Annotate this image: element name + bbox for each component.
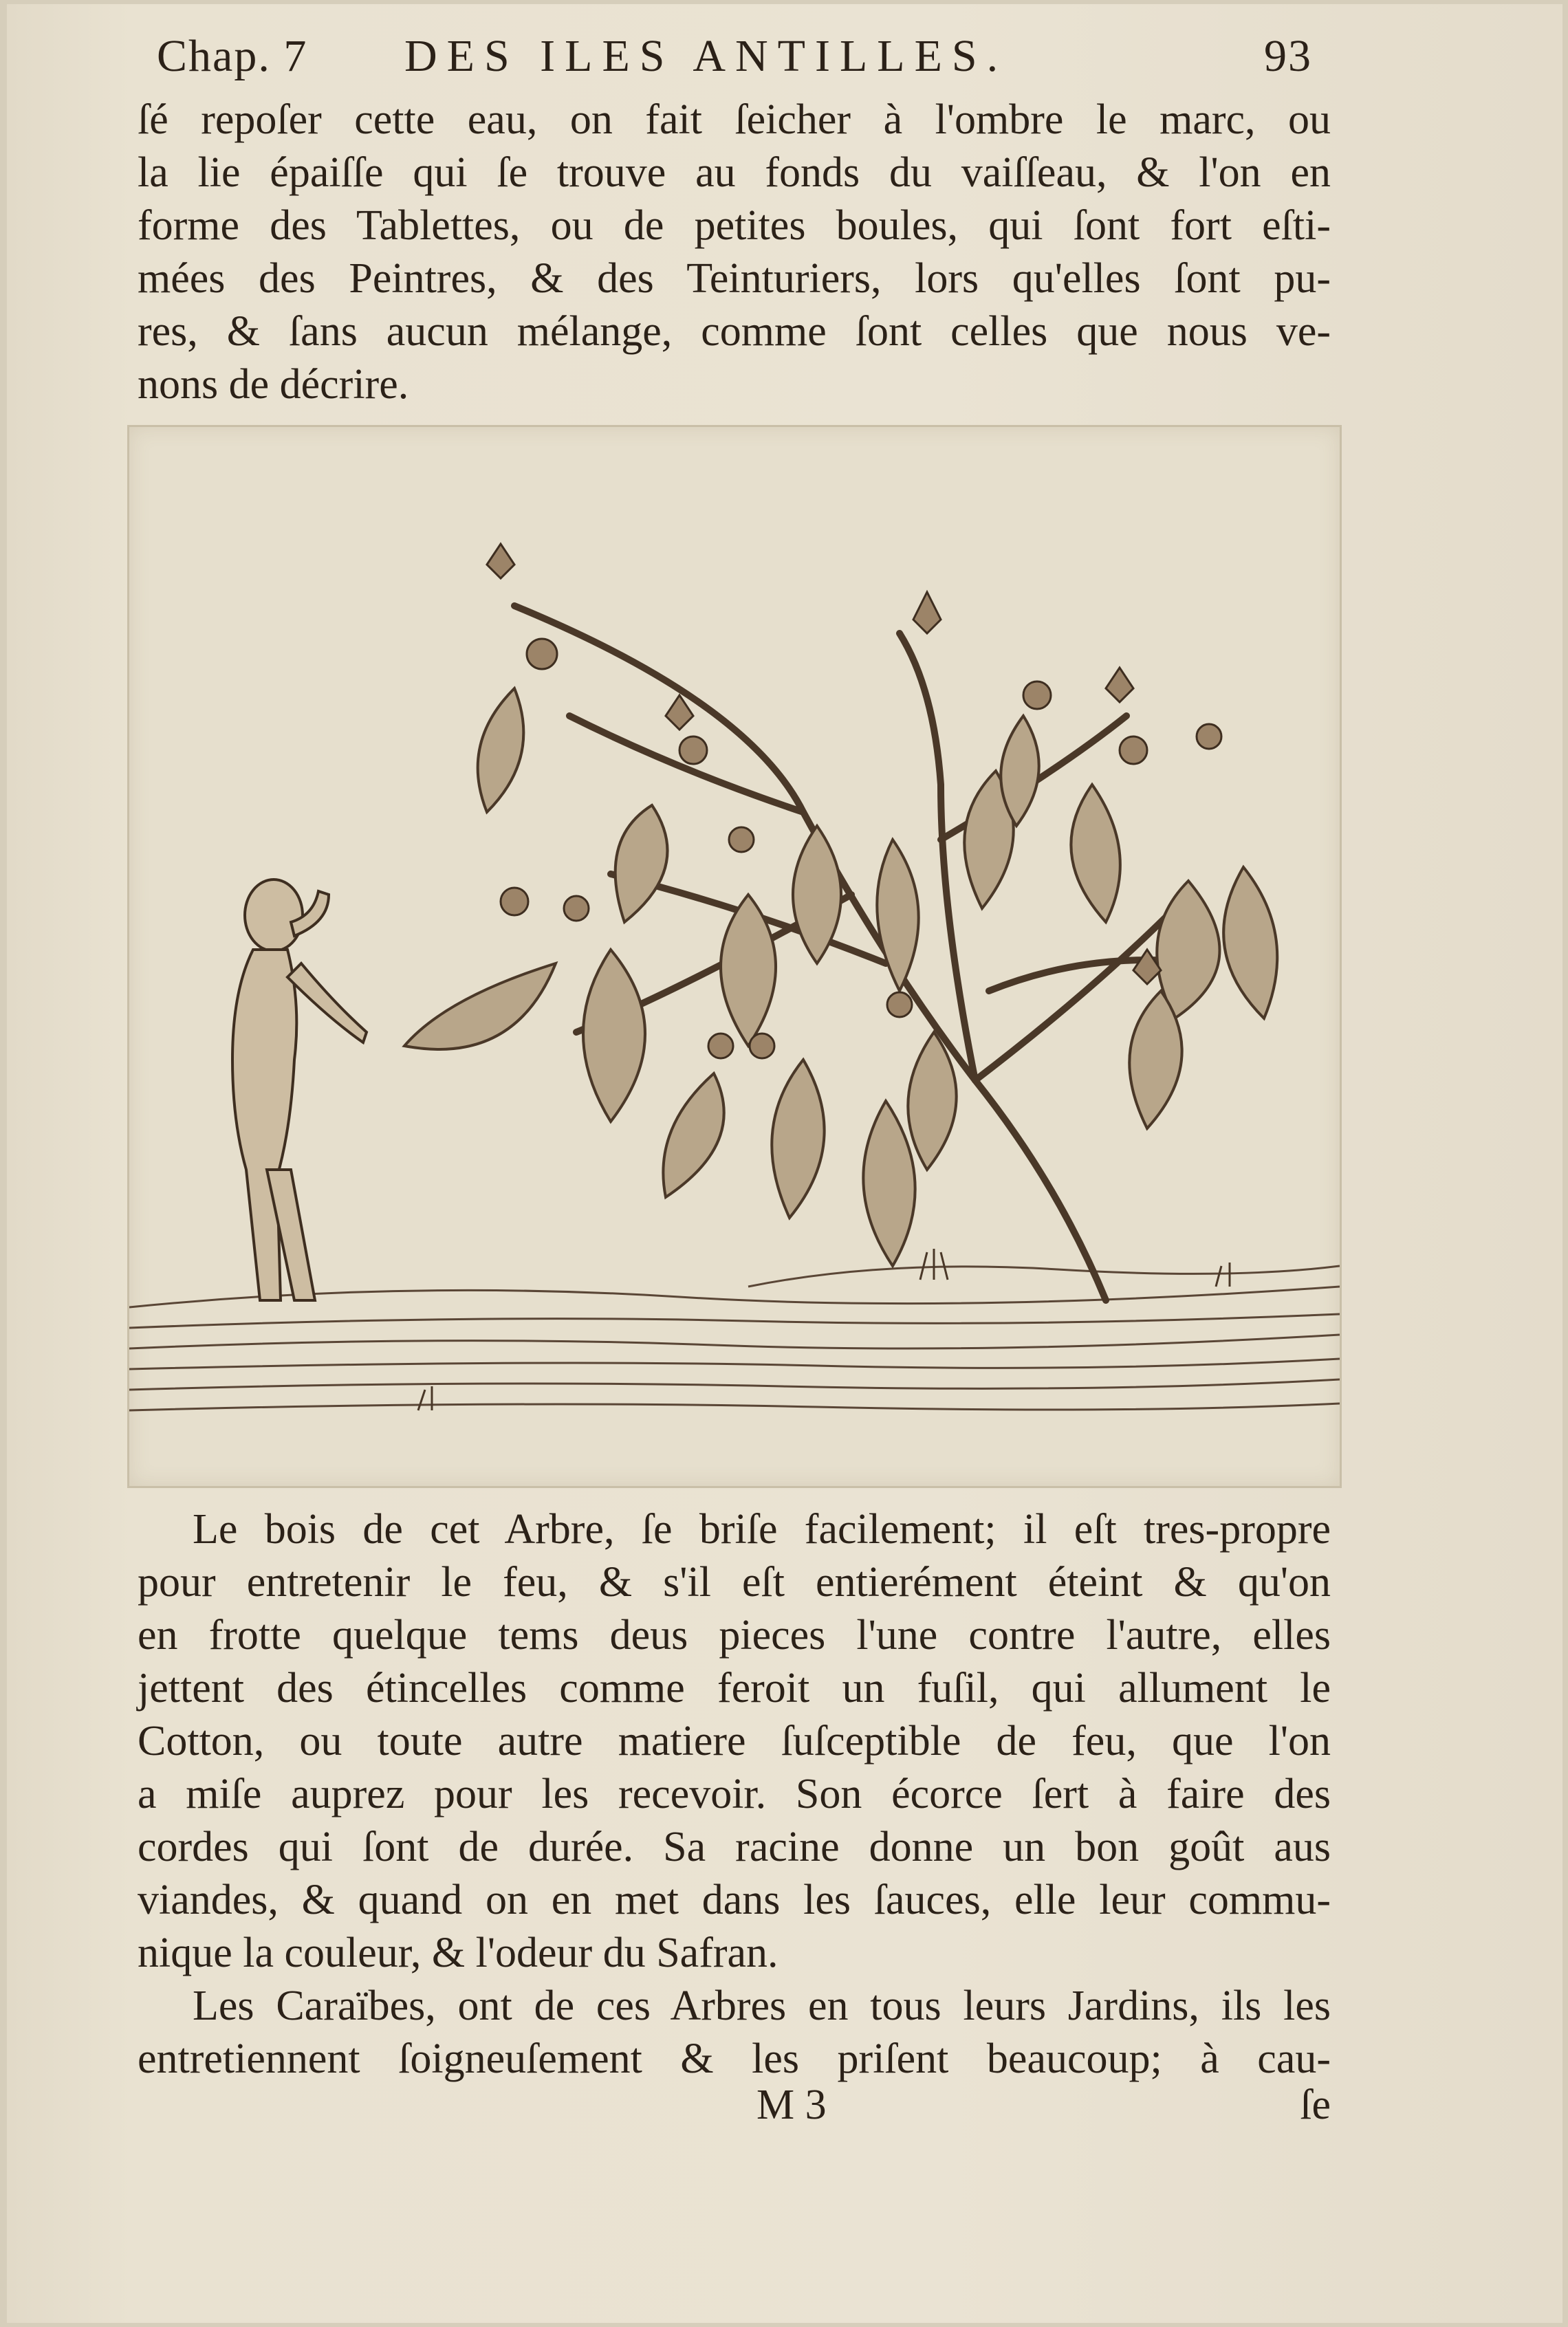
text-line: Cotton, ou toute autre matiere ſuſceptible de feu, que l'on [138,1718,1331,1765]
text-line: Les Caraïbes, ont de ces Arbres en tous leurs Jardins, ils les [193,1982,1331,2029]
text-line: nons de décrire. [138,361,409,408]
paragraph-top [138,94,1331,411]
page-footer [138,2081,1331,2136]
chapter-label: Chap. 7 [157,31,308,81]
text-line: Le bois de cet Arbre, ſe briſe facilement; il eſt tres-propre [193,1506,1331,1553]
signature-mark: M 3 [756,2082,827,2128]
text-line: mées des Peintres, & des Teinturiers, lors qu'elles ſont pu- [138,255,1331,302]
text-line: pour entretenir le feu, & s'il eſt entierément éteint & qu'on [138,1559,1331,1606]
plant-and-figure-engraving [129,427,1340,1486]
page-number: 93 [1264,31,1312,81]
running-header [157,30,1312,92]
catchword: ſe [1300,2082,1331,2128]
human-figure [232,880,367,1300]
text-line: la lie épaiſſe qui ſe trouve au fonds du vaiſſeau, & l'on en [138,149,1331,196]
text-line: ſé repoſer cette eau, on fait ſeicher à l'ombre le marc, ou [138,96,1331,143]
tree-branches [514,606,1202,1300]
text-line: cordes qui ſont de durée. Sa racine donne un bon goût aus [138,1824,1331,1870]
text-line: a miſe auprez pour les recevoir. Son écorce ſert à faire des [138,1771,1331,1817]
engraving-illustration [127,425,1342,1488]
paragraph-middle [138,1503,1331,1980]
text-line: en frotte quelque tems deus pieces l'une contre l'autre, elles [138,1612,1331,1659]
text-line: res, & ſans aucun mélange, comme ſont celles que nous ve- [138,308,1331,355]
paragraph-bottom [138,1980,1331,2086]
text-line: nique la couleur, & l'odeur du Safran. [138,1930,778,1976]
text-line: forme des Tablettes, ou de petites boules, qui ſont fort eſti- [138,202,1331,249]
book-page [7,4,1562,2323]
running-title: DES ILES ANTILLES. [404,31,1008,81]
text-line: jettent des étincelles comme feroit un fuſil, qui allument le [138,1665,1331,1712]
text-line: viandes, & quand on en met dans les ſauces, elle leur commu- [138,1877,1331,1923]
text-line: entretiennent ſoigneuſement & les priſent beaucoup; à cau- [138,2035,1331,2082]
